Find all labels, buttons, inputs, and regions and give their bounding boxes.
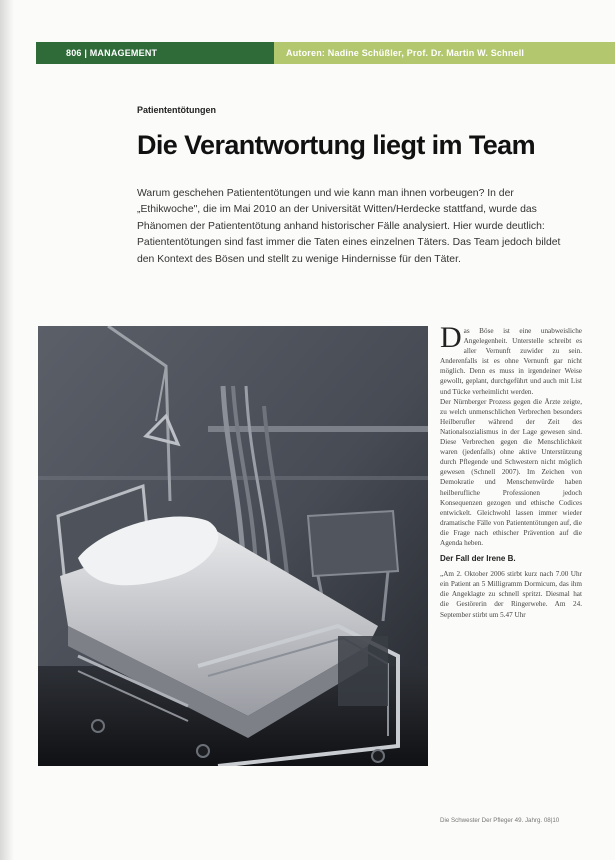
page-footer: Die Schwester Der Pfleger 49. Jahrg. 08|10 [440, 817, 560, 824]
drop-cap: D [440, 321, 462, 354]
page-edge-shadow [0, 0, 14, 860]
body-paragraph-1 [440, 321, 582, 397]
article-title: Die Verantwortung liegt im Team [137, 130, 535, 160]
hospital-bed-photo [38, 326, 428, 766]
section-subheading: Der Fall der Irene B. [440, 554, 516, 564]
article-kicker: Patiententötungen [137, 105, 216, 115]
article-lead: Warum geschehen Patiententötungen und wie kann man ihnen vorbeugen? In der „Ethikwoche", die im Mai 2010 an der Universität Witten/Herdecke stattfand, wurde das Phänomen der Patiententötung anhand historischer Fälle analysiert. Hier wurde deutlich: Patiententötungen sind fast immer die Taten eines einzelnen Täters. Das Team jedoch bildet den Kontext des Bösen und stellt zu wenige Hindernisse für den Täter. [137, 188, 561, 265]
section-label: 806 | MANAGEMENT [66, 48, 158, 58]
authors-block [274, 42, 615, 64]
header-band [36, 42, 615, 64]
authors-line: Autoren: Nadine Schüßler, Prof. Dr. Martin W. Schnell [286, 48, 525, 58]
section-label-block [36, 42, 274, 64]
body-paragraph-3: „Am 2. Oktober 2006 stirbt kurz nach 7.00 Uhr ein Patient an 5 Milligramm Dormicum, das ihm die Angeklagte zu schnell spritzt. Diesmal hat die Gestörerin der Ringerwehe. Am 24. September stirbt um 5.47 Uhr [440, 570, 582, 619]
article-body-column [440, 321, 582, 620]
body-paragraph-2: Der Nürnberger Prozess gegen die Ärzte zeigte, zu welch unmenschlichen Verbrechen besonders Heilberufler während der Zeit des Nationalsozialismus in der Lage gewesen sind. Diese Verbrechen gegen die Menschlichkeit waren (jedenfalls) ohne aktive Unterstützung durch Pflegende und Schwestern nicht möglich gewesen (Schnell 2007). Im Zeichen von Demokratie und Menschenwürde haben heilberufliche Professionen jedoch Konsequenzen gezogen und ethische Codices entwickelt. Gleichwohl lassen immer wieder dramatische Fälle von Patiententötungen auf, die die Frage nach ethischer Prävention auf die Agenda heben. [440, 397, 582, 547]
hospital-bed-illustration [38, 326, 428, 766]
body-paragraph-1-text: as Böse ist eine unabweisliche Angelegenheit. Unterstelle schreibt es aller Vernunft zuwider zu sein. Anderenfalls ist es ohne Vernunft gar nicht möglich. Denn es muss in irgendeiner Weise gewollt, geplant, durchgeführt und auch mit List und Tücke verheimlicht werden. [440, 327, 582, 396]
